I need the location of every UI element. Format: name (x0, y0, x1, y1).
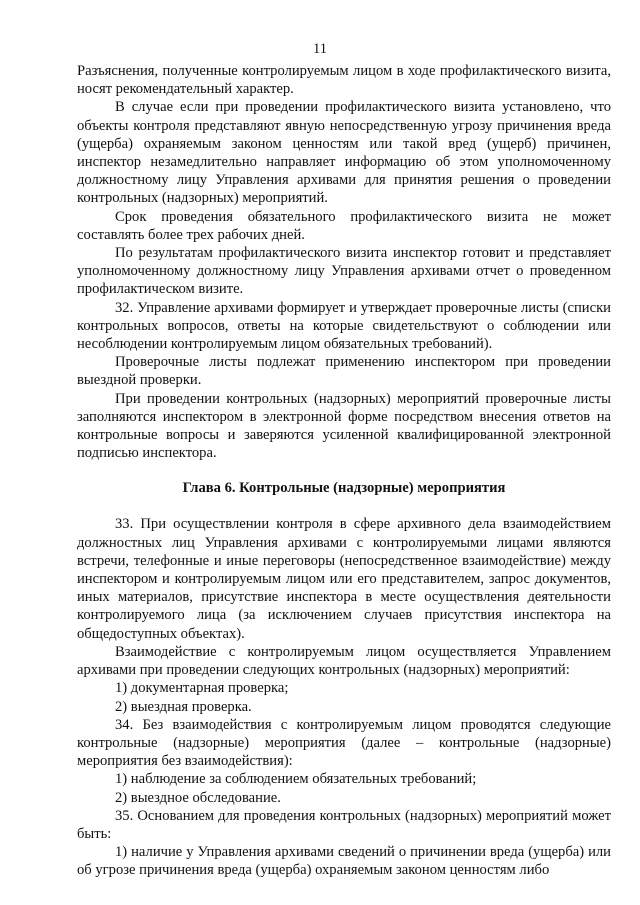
paragraph: 35. Основанием для проведения контрольных (надзорных) мероприятий может быть: (77, 807, 611, 842)
list-item: 2) выездное обследование. (115, 789, 281, 806)
paragraph: При проведении контрольных (надзорных) мероприятий проверочные листы заполняются инспектором в электронной форме посредством внесения ответов на контрольные вопросы и заверяются усиленной квалифицированной электронной подписью инспектора. (77, 390, 611, 462)
paragraph: 32. Управление архивами формирует и утверждает проверочные листы (списки контрольных вопросов, ответы на которые свидетельствуют о соблюдении или несоблюдении контролируемым лицом обязательных требований). (77, 299, 611, 353)
paragraph: По результатам профилактического визита инспектор готовит и представляет уполномоченному должностному лицу Управления архивами отчет о проведенном профилактическом визите. (77, 245, 611, 298)
paragraph: Взаимодействие с контролируемым лицом осуществляется Управлением архивами при проведении следующих контрольных (надзорных) мероприятий: (77, 643, 611, 679)
chapter-heading: Глава 6. Контрольные (надзорные) мероприятия (182, 480, 506, 497)
paragraph: 33. При осуществлении контроля в сфере архивного дела взаимодействием должностных лиц Управления архивами с контролируемыми лицами являются встречи, телефонные и иные переговоры (непосредственное взаимодействие) между инспектором и контролируемым лицом или его представителем, запрос документов, иных материалов, присутствие инспектора в месте осуществления деятельности контролируемого лица (за исключением случаев присутствия инспектора на общедоступных объектах). (77, 516, 611, 642)
page-number: 11 (313, 41, 327, 57)
paragraph: Проверочные листы подлежат применению инспектором при проведении выездной проверки. (77, 354, 611, 389)
document-body (77, 62, 611, 880)
paragraph: Разъяснения, полученные контролируемым лицом в ходе профилактического визита, носят рекомендательный характер. (77, 63, 611, 98)
paragraph: 34. Без взаимодействия с контролируемым лицом проводятся следующие контрольные (надзорные) мероприятия (далее – контрольные (надзорные) мероприятия без взаимодействия): (77, 716, 611, 770)
list-item: 2) выездная проверка. (115, 698, 252, 715)
paragraph: Срок проведения обязательного профилактического визита не может составлять более трех рабочих дней. (77, 208, 611, 243)
paragraph: 1) наличие у Управления архивами сведений о причинении вреда (ущерба) или об угрозе причинения вреда (ущерба) охраняемым законом ценностям либо (77, 844, 611, 879)
list-item: 1) наблюдение за соблюдением обязательных требований; (115, 771, 477, 788)
paragraph: В случае если при проведении профилактического визита установлено, что объекты контроля представляют явную непосредственную угрозу причинения вреда (ущерба) охраняемым законом ценностям или такой вред (ущерб) причинен, инспектор незамедлительно направляет информацию об этом уполномоченному должностному лицу Управления архивами для принятия решения о проведении контрольных (надзорных) мероприятий. (77, 99, 611, 207)
list-item: 1) документарная проверка; (115, 680, 289, 697)
